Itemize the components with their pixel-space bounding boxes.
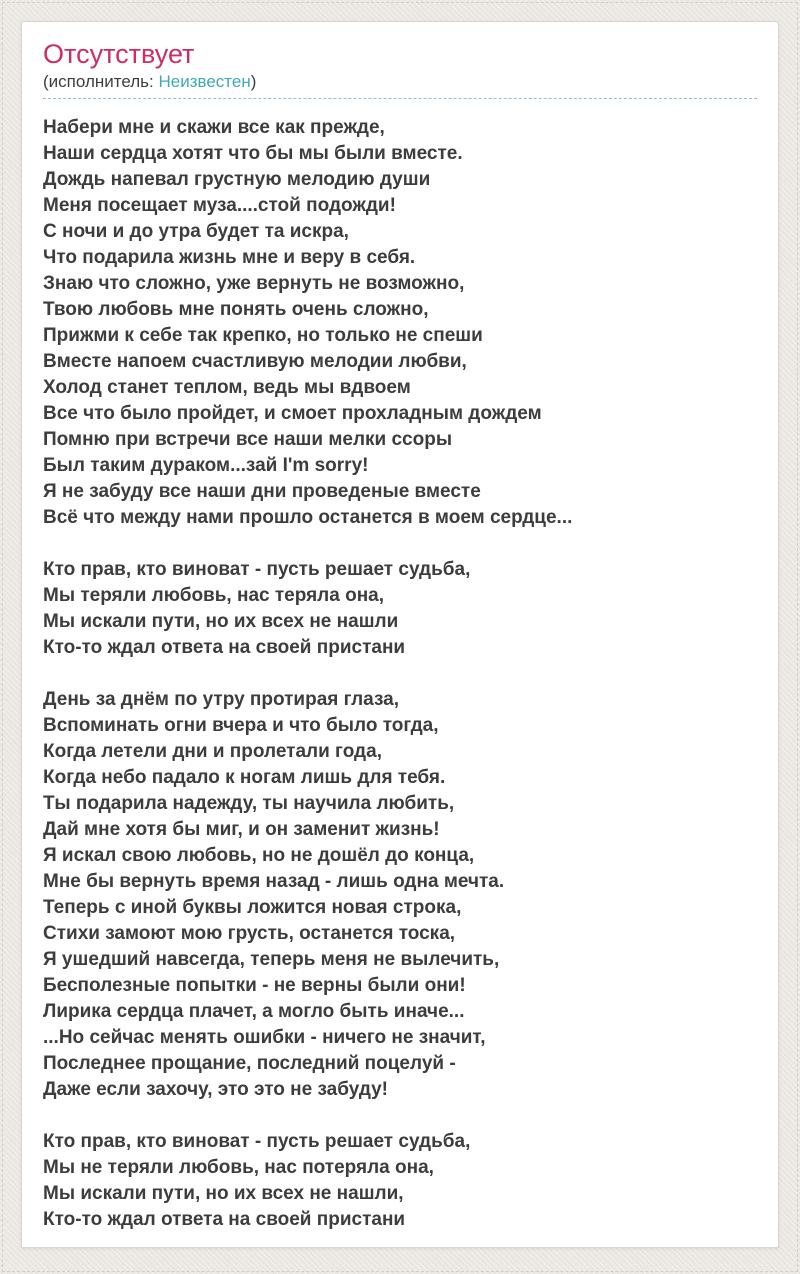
lyric-line: Последнее прощание, последний поцелуй - [43,1053,456,1074]
lyric-line: Все что было пройдет, и смоет прохладным дождем [43,403,542,424]
lyric-line: Мне бы вернуть время назад - лишь одна мечта. [43,871,505,892]
lyric-line: Кто прав, кто виноват - пусть решает судьба, [43,559,471,580]
lyric-line: Мы теряли любовь, нас теряла она, [43,585,385,606]
lyric-line: День за днём по утру протирая глаза, [43,689,399,710]
lyric-line: Набери мне и скажи все как прежде, [43,117,385,138]
stanza-chorus-1 [43,557,757,661]
stanza-chorus-2 [43,1129,757,1233]
lyric-line: Я ушедший навсегда, теперь меня не вылечить, [43,949,500,970]
lyric-line: Бесполезные попытки - не верны были они! [43,975,466,996]
lyric-line: Был таким дураком...зай I'm sorry! [43,455,369,476]
lyric-line: Стихи замоют мою грусть, останется тоска, [43,923,456,944]
stanza-verse-2 [43,687,757,1103]
artist-label: (исполнитель: [43,72,154,91]
stanza-verse-1 [43,115,757,531]
lyric-line: Кто-то ждал ответа на своей пристани [43,637,406,658]
lyric-line: Холод станет теплом, ведь мы вдвоем [43,377,411,398]
lyric-line: Теперь с иной буквы ложится новая строка, [43,897,462,918]
song-title: Отсутствует [43,39,195,69]
lyric-line: Твою любовь мне понять очень сложно, [43,299,429,320]
artist-label-close: ) [250,72,257,91]
lyric-line: ...Но сейчас менять ошибки - ничего не значит, [43,1027,486,1048]
lyric-line: Мы не теряли любовь, нас потеряла она, [43,1157,434,1178]
lyric-line: Дождь напевал грустную мелодию души [43,169,431,190]
lyric-line: Наши сердца хотят что бы мы были вместе. [43,143,463,164]
lyric-line: Помню при встречи все наши мелки ссоры [43,429,453,450]
lyric-line: Когда летели дни и пролетали года, [43,741,382,762]
lyric-line: Лирика сердца плачет, а могло быть иначе... [43,1001,465,1022]
lyric-line: Дай мне хотя бы миг, и он заменит жизнь! [43,819,440,840]
lyric-line: Всё что между нами прошло останется в моем сердце... [43,507,573,528]
lyric-line: Вспоминать огни вчера и что было тогда, [43,715,439,736]
lyric-line: Ты подарила надежду, ты научила любить, [43,793,455,814]
artist-link[interactable]: Неизвестен [158,72,251,91]
lyric-line: Меня посещает муза....стой подожди! [43,195,396,216]
lyric-line: Мы искали пути, но их всех не нашли, [43,1183,404,1204]
lyric-line: Прижми к себе так крепко, но только не спеши [43,325,483,346]
lyric-line: Вместе напоем счастливую мелодии любви, [43,351,467,372]
lyric-line: Что подарила жизнь мне и веру в себя. [43,247,416,268]
lyric-line: С ночи и до утра будет та искра, [43,221,349,242]
lyric-line: Я не забуду все наши дни проведеные вместе [43,481,481,502]
lyric-line: Когда небо падало к ногам лишь для тебя. [43,767,446,788]
lyric-line: Знаю что сложно, уже вернуть не возможно, [43,273,465,294]
lyric-line: Кто-то ждал ответа на своей пристани [43,1209,406,1230]
lyrics-text [43,115,757,1233]
artist-line [43,72,757,99]
lyrics-card [21,21,779,1248]
lyric-line: Кто прав, кто виноват - пусть решает судьба, [43,1131,471,1152]
lyric-line: Я искал свою любовь, но не дошёл до конца, [43,845,475,866]
lyric-line: Мы искали пути, но их всех не нашли [43,611,399,632]
lyric-line: Даже если захочу, это это не забуду! [43,1079,389,1100]
